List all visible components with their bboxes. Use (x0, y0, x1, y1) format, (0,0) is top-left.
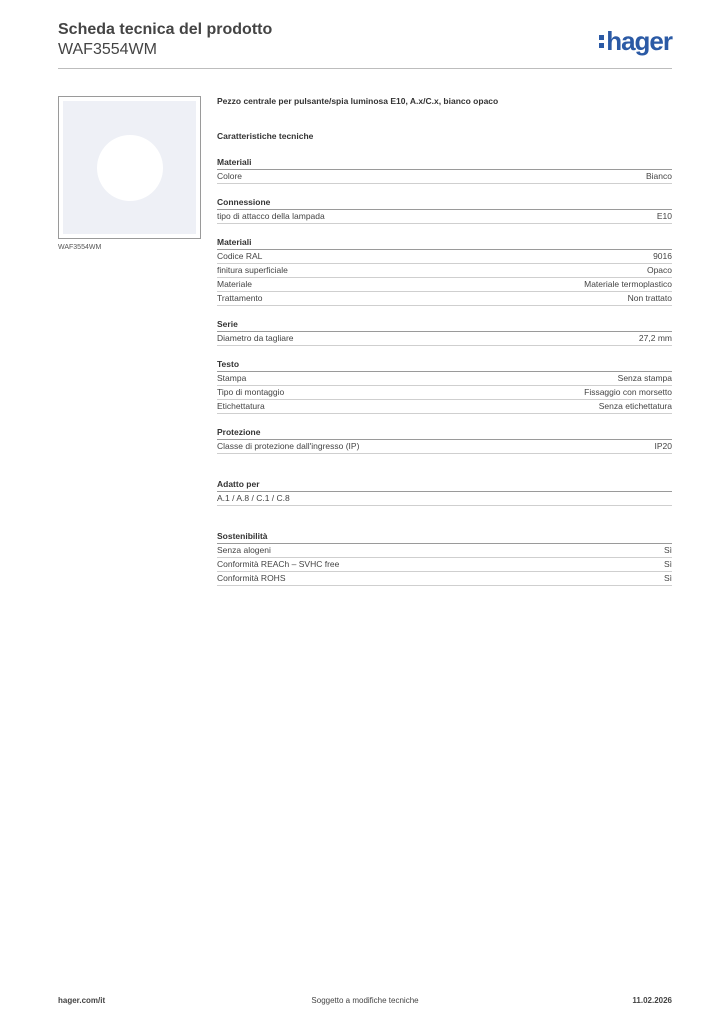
spec-label: Diametro da tagliare (217, 333, 294, 343)
spec-value: Materiale termoplastico (584, 279, 672, 289)
image-caption: WAF3554WM (58, 244, 102, 251)
spec-row (217, 558, 672, 572)
document-title: Scheda tecnica del prodotto (58, 21, 273, 38)
spec-row (217, 386, 672, 400)
header-divider (58, 68, 672, 69)
spec-value: Opaco (646, 265, 672, 275)
product-plate (63, 101, 196, 234)
spec-value: 27,2 mm (638, 333, 672, 343)
spec-value: Sì (663, 559, 672, 569)
product-code: WAF3554WM (58, 41, 157, 58)
section-materiali-details (217, 236, 672, 306)
section-materiali (217, 156, 672, 184)
section-title: Connessione (217, 196, 672, 210)
spec-row (217, 372, 672, 386)
section-title: Testo (217, 358, 672, 372)
page-header (58, 20, 672, 68)
section-title: Adatto per (217, 478, 672, 492)
spec-row (217, 264, 672, 278)
section-title: Protezione (217, 426, 672, 440)
footer-note: Soggetto a modifiche tecniche (311, 996, 419, 1005)
section-title: Materiali (217, 236, 672, 250)
spec-label: Conformità ROHS (217, 573, 286, 583)
spec-label: tipo di attacco della lampada (217, 211, 325, 221)
spec-value: Non trattato (627, 293, 672, 303)
spec-value: Bianco (646, 171, 672, 181)
spec-label: finitura superficiale (217, 265, 288, 275)
section-protezione (217, 426, 672, 454)
specs-heading: Caratteristiche tecniche (217, 131, 314, 141)
spec-row (217, 250, 672, 264)
section-serie (217, 318, 672, 346)
section-adatto-per (217, 478, 672, 506)
spec-label: A.1 / A.8 / C.1 / C.8 (217, 493, 290, 503)
spec-label: Trattamento (217, 293, 263, 303)
spec-label: Tipo di montaggio (217, 387, 285, 397)
section-title: Sostenibilità (217, 530, 672, 544)
spec-label: Codice RAL (217, 251, 263, 261)
page-footer (58, 996, 672, 1010)
section-title: Serie (217, 318, 672, 332)
spec-label: Stampa (217, 373, 247, 383)
spec-value: Sì (663, 573, 672, 583)
spec-label: Materiale (217, 279, 252, 289)
section-sostenibilita (217, 530, 672, 586)
spec-value: 9016 (653, 251, 672, 261)
section-testo (217, 358, 672, 414)
section-title: Materiali (217, 156, 672, 170)
product-center-hole (97, 135, 163, 201)
footer-date: 11.02.2026 (632, 996, 672, 1005)
product-image (58, 96, 201, 239)
logo-colon-icon (599, 35, 604, 48)
spec-value: Senza etichettatura (598, 401, 672, 411)
spec-value: Senza stampa (617, 373, 672, 383)
spec-value: Sì (663, 545, 672, 555)
spec-row (217, 572, 672, 586)
spec-row (217, 440, 672, 454)
spec-label: Etichettatura (217, 401, 265, 411)
footer-website-link[interactable]: hager.com/it (58, 996, 106, 1005)
spec-row (217, 292, 672, 306)
logo-text: hager (606, 26, 672, 56)
spec-label: Conformità REACh – SVHC free (217, 559, 340, 569)
section-connessione (217, 196, 672, 224)
spec-label: Classe di protezione dall'ingresso (IP) (217, 441, 360, 451)
spec-label: Senza alogeni (217, 545, 271, 555)
spec-value: Fissaggio con morsetto (584, 387, 672, 397)
spec-row (217, 210, 672, 224)
hager-logo (599, 26, 672, 56)
spec-row (217, 544, 672, 558)
spec-row (217, 400, 672, 414)
spec-value: IP20 (654, 441, 672, 451)
spec-value: E10 (656, 211, 672, 221)
spec-row (217, 278, 672, 292)
product-description: Pezzo centrale per pulsante/spia luminosa E10, A.x/C.x, bianco opaco (217, 96, 499, 106)
spec-row (217, 170, 672, 184)
spec-row (217, 492, 672, 506)
spec-row (217, 332, 672, 346)
spec-content (217, 95, 672, 586)
spec-label: Colore (217, 171, 243, 181)
